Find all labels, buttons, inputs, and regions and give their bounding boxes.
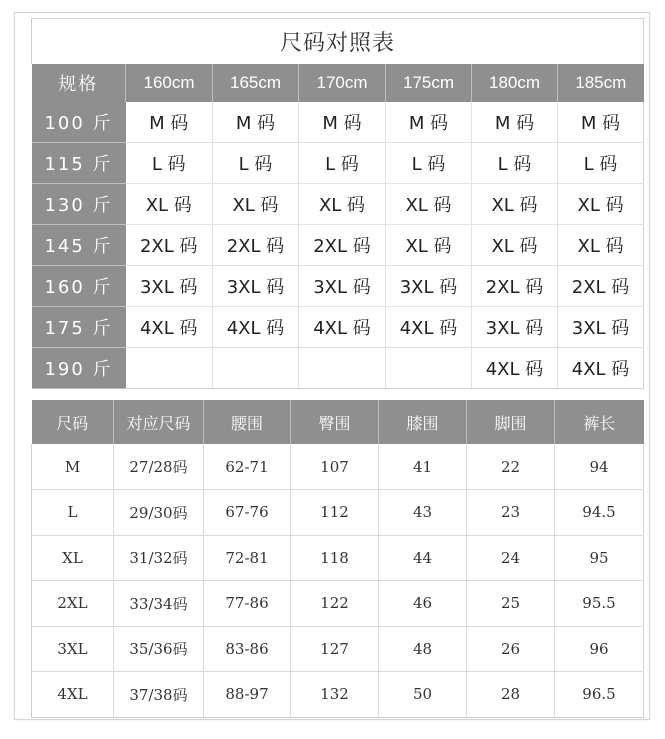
table-cell: 112 (291, 490, 379, 536)
table-cell: 35/36码 (114, 626, 204, 672)
size-cell: L 码 (126, 143, 213, 184)
weight-label: 145 斤 (32, 225, 126, 266)
size-cell: 4XL 码 (558, 348, 644, 389)
size-cell: L 码 (299, 143, 386, 184)
table-row (32, 672, 644, 718)
table-row (32, 535, 644, 581)
table-cell: 83-86 (204, 626, 291, 672)
size-cell: M 码 (299, 102, 386, 143)
size-cell: M 码 (472, 102, 558, 143)
table-cell: 48 (379, 626, 467, 672)
table-cell: 27/28码 (114, 444, 204, 490)
table-cell: 46 (379, 581, 467, 627)
size-cell (126, 348, 213, 389)
size-cell: 3XL 码 (386, 266, 472, 307)
size-cell: 2XL 码 (299, 225, 386, 266)
table-cell: 31/32码 (114, 535, 204, 581)
table-row (32, 581, 644, 627)
size-cell: XL 码 (126, 184, 213, 225)
size-cell: XL 码 (386, 184, 472, 225)
corner-label: 规格 (32, 64, 126, 102)
table-cell: 132 (291, 672, 379, 718)
size-cell: XL 码 (472, 184, 558, 225)
column-header: 臀围 (291, 400, 379, 444)
size-cell: XL 码 (299, 184, 386, 225)
table-row (32, 184, 644, 225)
table-cell: 3XL (32, 626, 114, 672)
size-cell: 2XL 码 (472, 266, 558, 307)
table-cell: 50 (379, 672, 467, 718)
table-cell: 24 (467, 535, 555, 581)
table-cell: 4XL (32, 672, 114, 718)
size-cell (299, 348, 386, 389)
size-cell: 2XL 码 (213, 225, 299, 266)
table-cell: 67-76 (204, 490, 291, 536)
size-cell: 4XL 码 (126, 307, 213, 348)
table-cell: 26 (467, 626, 555, 672)
weight-label: 160 斤 (32, 266, 126, 307)
size-cell: XL 码 (472, 225, 558, 266)
table-cell: 88-97 (204, 672, 291, 718)
table-cell: 41 (379, 444, 467, 490)
size-cell: 2XL 码 (558, 266, 644, 307)
size-cell: M 码 (386, 102, 472, 143)
size-cell: 4XL 码 (386, 307, 472, 348)
table-cell: 94.5 (555, 490, 644, 536)
table-row (32, 490, 644, 536)
size-cell: 4XL 码 (472, 348, 558, 389)
size-cell: 3XL 码 (126, 266, 213, 307)
table-row (32, 266, 644, 307)
column-header: 脚围 (467, 400, 555, 444)
table-cell: 72-81 (204, 535, 291, 581)
table-cell: 96.5 (555, 672, 644, 718)
table-cell: 37/38码 (114, 672, 204, 718)
table-cell: 62-71 (204, 444, 291, 490)
table-row (32, 444, 644, 490)
table-cell: 33/34码 (114, 581, 204, 627)
size-cell: 4XL 码 (299, 307, 386, 348)
table-cell: L (32, 490, 114, 536)
size-chart-title: 尺码对照表 (32, 19, 644, 64)
column-header: 膝围 (379, 400, 467, 444)
table-row (32, 348, 644, 389)
height-header: 185cm (558, 64, 644, 102)
size-cell: 2XL 码 (126, 225, 213, 266)
table-cell: 107 (291, 444, 379, 490)
table-cell: XL (32, 535, 114, 581)
table-cell: 122 (291, 581, 379, 627)
height-header: 180cm (472, 64, 558, 102)
height-header: 160cm (126, 64, 213, 102)
column-header: 腰围 (204, 400, 291, 444)
size-cell: XL 码 (213, 184, 299, 225)
table-cell: 22 (467, 444, 555, 490)
height-header: 165cm (213, 64, 299, 102)
table-row (32, 102, 644, 143)
size-cell: 3XL 码 (558, 307, 644, 348)
size-cell: L 码 (472, 143, 558, 184)
size-cell: XL 码 (558, 184, 644, 225)
size-cell (213, 348, 299, 389)
table-cell: 23 (467, 490, 555, 536)
size-cell: M 码 (213, 102, 299, 143)
size-chart-table (31, 18, 644, 389)
table-cell: 25 (467, 581, 555, 627)
table-cell: 77-86 (204, 581, 291, 627)
table-row (32, 626, 644, 672)
weight-label: 190 斤 (32, 348, 126, 389)
table-cell: 29/30码 (114, 490, 204, 536)
size-cell: XL 码 (386, 225, 472, 266)
table-cell: 44 (379, 535, 467, 581)
size-cell: L 码 (386, 143, 472, 184)
size-cell (386, 348, 472, 389)
weight-label: 115 斤 (32, 143, 126, 184)
table-row (32, 307, 644, 348)
table-cell: 118 (291, 535, 379, 581)
size-cell: 3XL 码 (213, 266, 299, 307)
table-row (32, 143, 644, 184)
table-cell: 95 (555, 535, 644, 581)
table-cell: 28 (467, 672, 555, 718)
size-cell: 3XL 码 (299, 266, 386, 307)
size-cell: L 码 (213, 143, 299, 184)
table-row (32, 225, 644, 266)
table-cell: 43 (379, 490, 467, 536)
measurement-table (31, 400, 644, 718)
header-row (32, 400, 644, 444)
table-cell: 94 (555, 444, 644, 490)
size-cell: XL 码 (558, 225, 644, 266)
column-header: 尺码 (32, 400, 114, 444)
column-header: 裤长 (555, 400, 644, 444)
column-header: 对应尺码 (114, 400, 204, 444)
size-cell: 4XL 码 (213, 307, 299, 348)
table-cell: 96 (555, 626, 644, 672)
table-cell: 95.5 (555, 581, 644, 627)
size-cell: L 码 (558, 143, 644, 184)
weight-label: 100 斤 (32, 102, 126, 143)
table-cell: 127 (291, 626, 379, 672)
table-cell: 2XL (32, 581, 114, 627)
size-cell: M 码 (558, 102, 644, 143)
height-header: 175cm (386, 64, 472, 102)
size-cell: 3XL 码 (472, 307, 558, 348)
table-cell: M (32, 444, 114, 490)
size-cell: M 码 (126, 102, 213, 143)
weight-label: 130 斤 (32, 184, 126, 225)
height-header: 170cm (299, 64, 386, 102)
weight-label: 175 斤 (32, 307, 126, 348)
